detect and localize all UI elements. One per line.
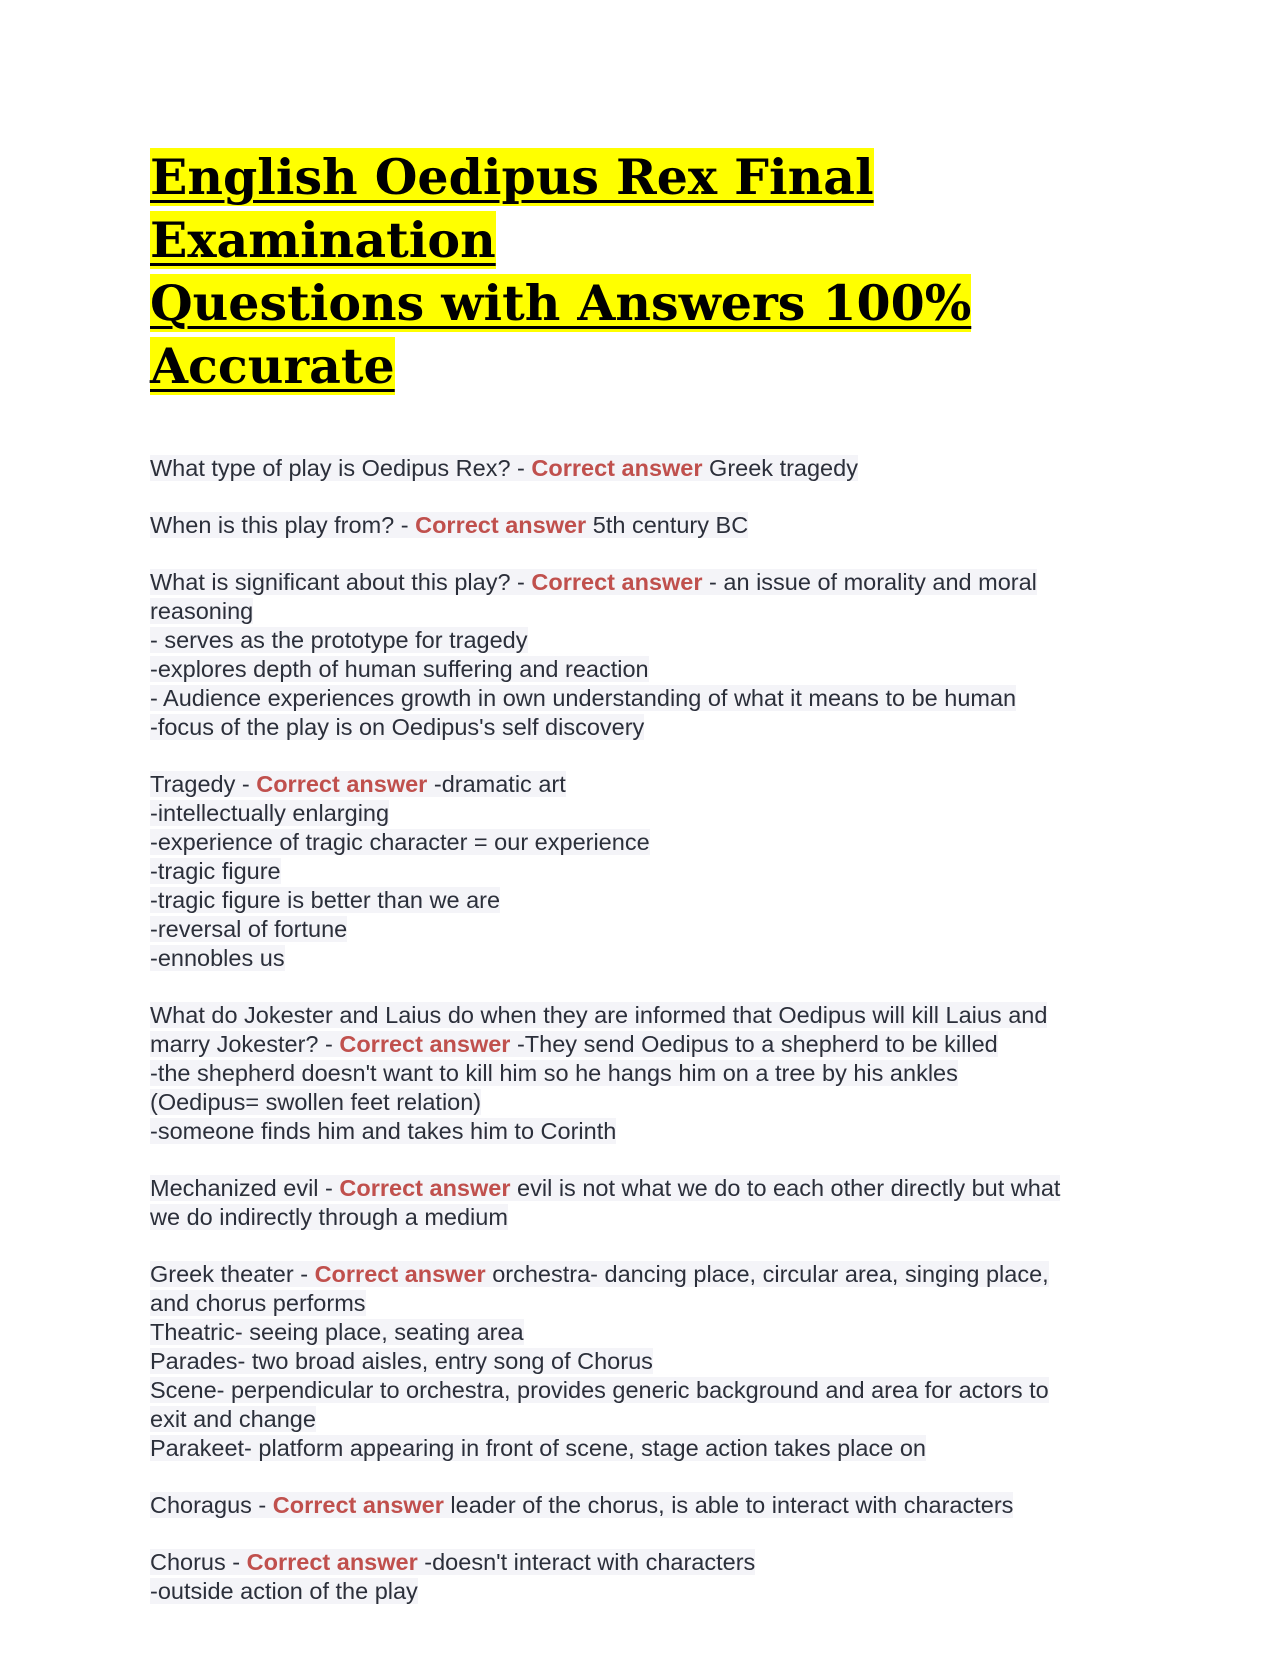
qa-item (150, 1174, 1140, 1232)
answer-line-text: we do indirectly through a medium (150, 1204, 508, 1230)
answer-line-text: Scene- perpendicular to orchestra, provides generic background and area for actors to (150, 1377, 1049, 1403)
question-text: Mechanized evil - (150, 1175, 340, 1201)
correct-answer-label: Correct answer (339, 1175, 511, 1201)
answer-line-text: -someone finds him and takes him to Corinth (150, 1118, 617, 1144)
answer-line (150, 1203, 1140, 1232)
answer-line (150, 944, 1140, 973)
answer-line (150, 915, 1140, 944)
answer-line-text: -focus of the play is on Oedipus's self discovery (150, 714, 645, 740)
answer-line-text: -tragic figure (150, 858, 281, 884)
qa-item (150, 1260, 1140, 1463)
correct-answer-label: Correct answer (531, 569, 703, 595)
correct-answer-label: Correct answer (246, 1549, 418, 1575)
answer-line-text: -explores depth of human suffering and reaction (150, 656, 649, 682)
answer-line-text: Parakeet- platform appearing in front of scene, stage action takes place on (150, 1435, 926, 1461)
question-line (150, 1030, 1140, 1059)
answer-line (150, 1347, 1140, 1376)
document-page (150, 146, 1140, 1634)
answer-line-text: -tragic figure is better than we are (150, 887, 501, 913)
answer-text: orchestra- dancing place, circular area, singing place, (485, 1261, 1049, 1287)
answer-line (150, 1405, 1140, 1434)
answer-line (150, 1577, 1140, 1606)
qa-item (150, 770, 1140, 973)
correct-answer-label: Correct answer (272, 1492, 444, 1518)
question-line (150, 454, 1140, 483)
answer-text: leader of the chorus, is able to interact with characters (443, 1492, 1014, 1518)
question-line (150, 568, 1140, 597)
qa-list (150, 454, 1140, 1606)
correct-answer-label: Correct answer (531, 455, 703, 481)
question-line (150, 770, 1140, 799)
answer-line-text: -intellectually enlarging (150, 800, 390, 826)
answer-line-text: - Audience experiences growth in own understanding of what it means to be human (150, 685, 1017, 711)
question-text: Tragedy - (150, 771, 257, 797)
answer-line (150, 799, 1140, 828)
qa-item (150, 568, 1140, 742)
answer-line-text: exit and change (150, 1406, 316, 1432)
answer-line (150, 857, 1140, 886)
answer-line-text: -reversal of fortune (150, 916, 348, 942)
answer-text: Greek tragedy (702, 455, 858, 481)
answer-line-text: and chorus performs (150, 1290, 366, 1316)
answer-text: - an issue of morality and moral (702, 569, 1037, 595)
question-text: What type of play is Oedipus Rex? - (150, 455, 532, 481)
answer-text: -They send Oedipus to a shepherd to be killed (510, 1031, 998, 1057)
answer-line (150, 1289, 1140, 1318)
question-text: When is this play from? - (150, 512, 416, 538)
question-text: Choragus - (150, 1492, 273, 1518)
question-line (150, 1174, 1140, 1203)
answer-text: -dramatic art (427, 771, 566, 797)
question-text: What is significant about this play? - (150, 569, 532, 595)
title-line-2: Questions with Answers 100% Accurate (150, 274, 972, 395)
answer-line-text: -outside action of the play (150, 1578, 418, 1604)
question-line (150, 1001, 1140, 1030)
answer-line-text: Parades- two broad aisles, entry song of Chorus (150, 1348, 653, 1374)
answer-line-text: Theatric- seeing place, seating area (150, 1319, 524, 1345)
qa-item (150, 1491, 1140, 1520)
question-text: Chorus - (150, 1549, 247, 1575)
answer-line-text: -the shepherd doesn't want to kill him so he hangs him on a tree by his ankles (150, 1060, 958, 1086)
qa-item (150, 1548, 1140, 1606)
answer-line (150, 713, 1140, 742)
answer-line (150, 597, 1140, 626)
correct-answer-label: Correct answer (256, 771, 428, 797)
answer-line (150, 1318, 1140, 1347)
answer-line (150, 655, 1140, 684)
answer-line (150, 886, 1140, 915)
answer-line-text: reasoning (150, 598, 254, 624)
answer-line (150, 626, 1140, 655)
answer-line-text: -experience of tragic character = our experience (150, 829, 650, 855)
answer-line (150, 1117, 1140, 1146)
answer-line (150, 1434, 1140, 1463)
answer-line-text: - serves as the prototype for tragedy (150, 627, 528, 653)
correct-answer-label: Correct answer (415, 512, 587, 538)
answer-line (150, 684, 1140, 713)
answer-text: -doesn't interact with characters (417, 1549, 756, 1575)
answer-line (150, 1088, 1140, 1117)
question-text: What do Jokester and Laius do when they are informed that Oedipus will kill Laius and (150, 1002, 1048, 1028)
answer-line (150, 1059, 1140, 1088)
question-line (150, 1548, 1140, 1577)
question-text: Greek theater - (150, 1261, 315, 1287)
answer-line-text: -ennobles us (150, 945, 285, 971)
question-line (150, 511, 1140, 540)
answer-text: evil is not what we do to each other directly but what (510, 1175, 1061, 1201)
answer-text: 5th century BC (586, 512, 749, 538)
question-text: marry Jokester? - (150, 1031, 340, 1057)
answer-line (150, 828, 1140, 857)
document-title (150, 146, 1140, 398)
qa-item (150, 454, 1140, 483)
correct-answer-label: Correct answer (339, 1031, 511, 1057)
correct-answer-label: Correct answer (314, 1261, 486, 1287)
question-line (150, 1260, 1140, 1289)
qa-item (150, 1001, 1140, 1146)
answer-line (150, 1376, 1140, 1405)
title-line-1: English Oedipus Rex Final Examination (150, 148, 874, 269)
question-line (150, 1491, 1140, 1520)
answer-line-text: (Oedipus= swollen feet relation) (150, 1089, 482, 1115)
qa-item (150, 511, 1140, 540)
